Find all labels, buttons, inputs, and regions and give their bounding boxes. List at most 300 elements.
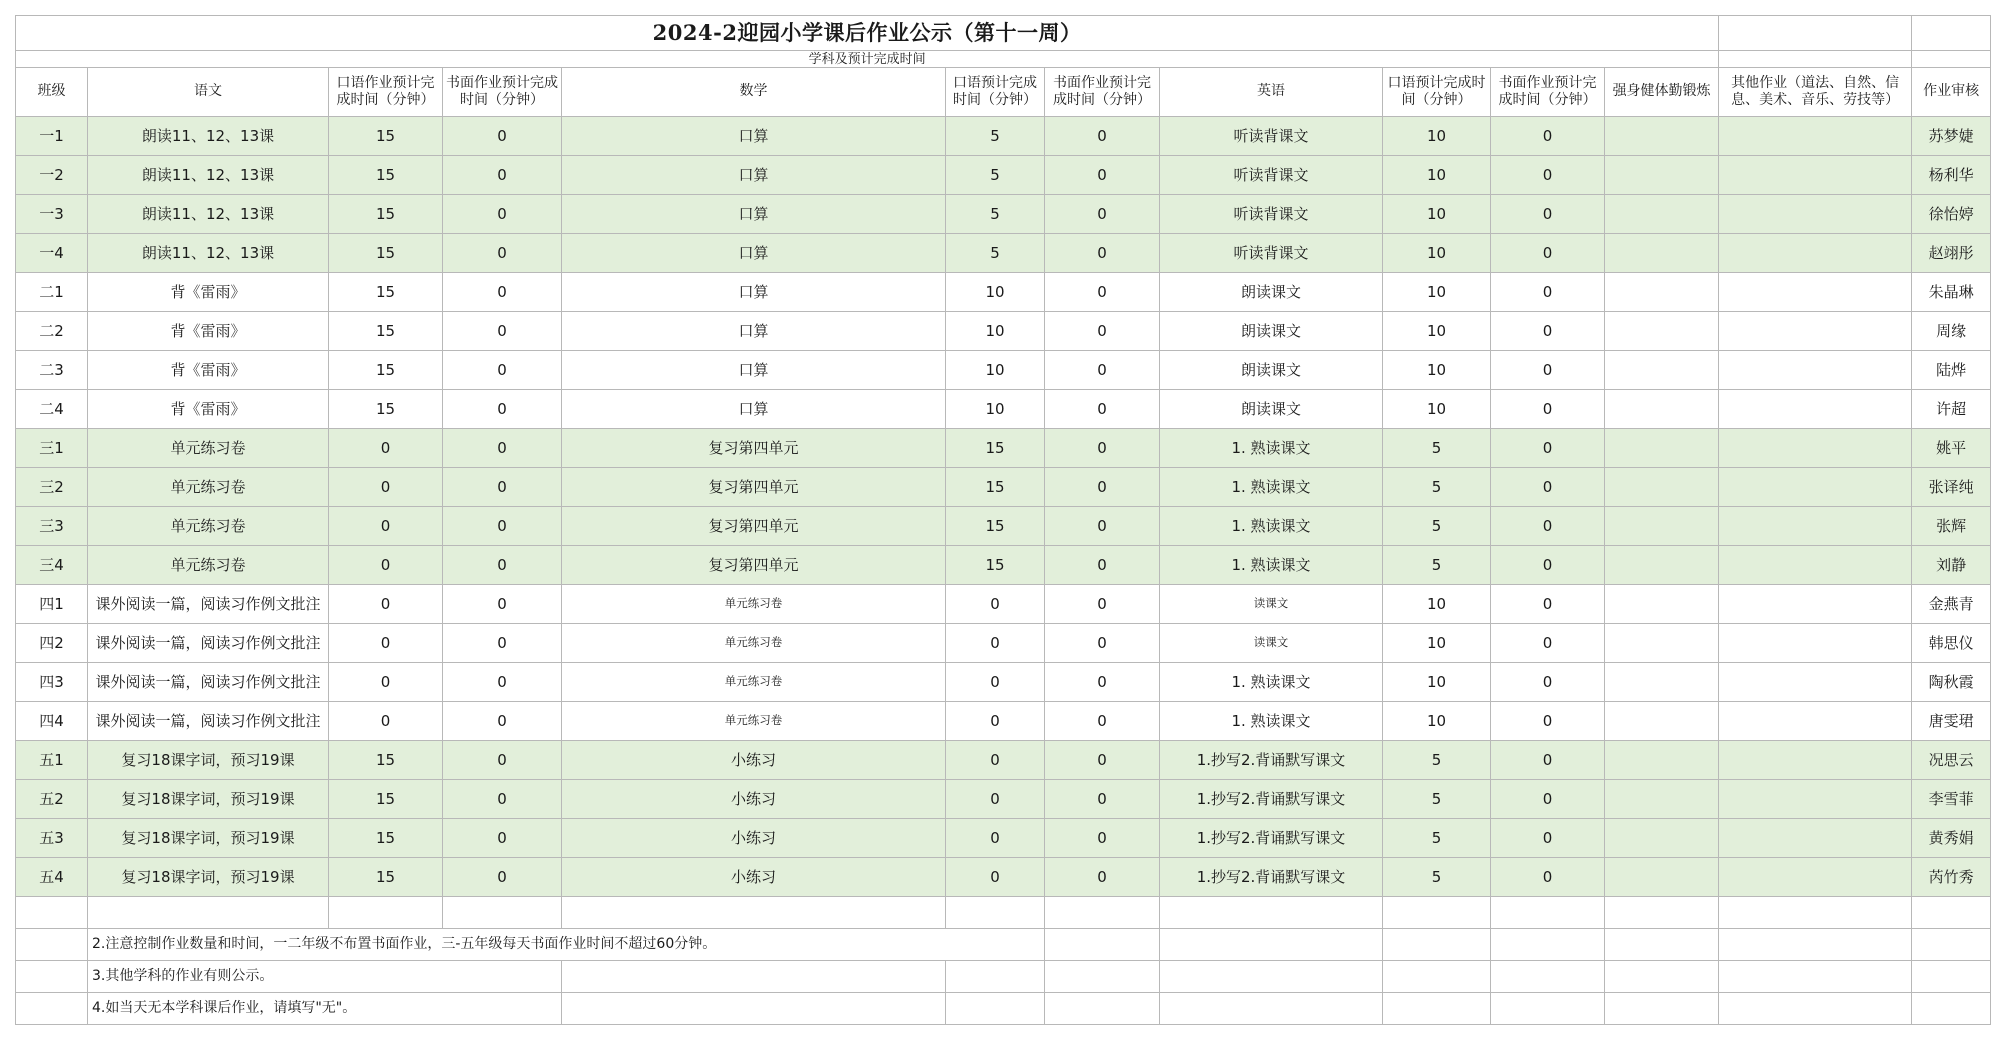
cell-math-written-time[interactable]: 0	[1045, 819, 1160, 858]
cell-math-oral-time[interactable]: 15	[946, 507, 1045, 546]
cell-chinese-written-time[interactable]: 0	[443, 858, 562, 897]
cell-reviewer[interactable]: 刘静	[1912, 546, 1991, 585]
cell-english-homework[interactable]: 听读背课文	[1160, 117, 1383, 156]
cell-english-written-time[interactable]: 0	[1491, 585, 1605, 624]
cell-reviewer[interactable]: 朱晶琳	[1912, 273, 1991, 312]
cell-other-homework[interactable]	[1719, 195, 1912, 234]
cell[interactable]	[443, 897, 562, 929]
cell-chinese-oral-time[interactable]: 15	[329, 780, 443, 819]
cell-reviewer[interactable]: 苏梦婕	[1912, 117, 1991, 156]
cell-other-homework[interactable]	[1719, 858, 1912, 897]
cell-exercise[interactable]	[1605, 624, 1719, 663]
cell-english-written-time[interactable]: 0	[1491, 351, 1605, 390]
cell[interactable]	[1383, 929, 1491, 961]
cell[interactable]	[16, 929, 88, 961]
cell-chinese-oral-time[interactable]: 0	[329, 663, 443, 702]
cell-chinese-oral-time[interactable]: 15	[329, 195, 443, 234]
cell[interactable]	[1045, 961, 1160, 993]
cell-other-homework[interactable]	[1719, 663, 1912, 702]
cell-english-written-time[interactable]: 0	[1491, 390, 1605, 429]
note-text[interactable]: 4.如当天无本学科课后作业，请填写"无"。	[88, 993, 562, 1025]
cell-reviewer[interactable]: 徐怡婷	[1912, 195, 1991, 234]
cell-math-oral-time[interactable]: 0	[946, 624, 1045, 663]
cell[interactable]	[1491, 929, 1605, 961]
cell-english-written-time[interactable]: 0	[1491, 780, 1605, 819]
cell-reviewer[interactable]: 陆烨	[1912, 351, 1991, 390]
cell-math-homework[interactable]: 口算	[562, 312, 946, 351]
cell-exercise[interactable]	[1605, 273, 1719, 312]
header-reviewer[interactable]: 作业审核	[1912, 68, 1991, 117]
cell-english-homework[interactable]: 读课文	[1160, 585, 1383, 624]
cell-math-oral-time[interactable]: 5	[946, 234, 1045, 273]
cell-math-written-time[interactable]: 0	[1045, 273, 1160, 312]
cell-chinese-written-time[interactable]: 0	[443, 663, 562, 702]
cell-chinese-oral-time[interactable]: 15	[329, 273, 443, 312]
cell-reviewer[interactable]: 况思云	[1912, 741, 1991, 780]
cell[interactable]	[1912, 16, 1991, 51]
cell[interactable]	[946, 993, 1045, 1025]
cell-chinese-written-time[interactable]: 0	[443, 234, 562, 273]
cell-math-homework[interactable]: 口算	[562, 156, 946, 195]
cell-chinese-written-time[interactable]: 0	[443, 273, 562, 312]
cell-class[interactable]: 五3	[16, 819, 88, 858]
cell-english-written-time[interactable]: 0	[1491, 468, 1605, 507]
cell[interactable]	[1491, 993, 1605, 1025]
cell-chinese-homework[interactable]: 朗读11、12、13课	[88, 117, 329, 156]
cell-math-homework[interactable]: 口算	[562, 351, 946, 390]
cell-reviewer[interactable]: 杨利华	[1912, 156, 1991, 195]
cell-english-homework[interactable]: 1. 熟读课文	[1160, 468, 1383, 507]
cell-english-homework[interactable]: 听读背课文	[1160, 195, 1383, 234]
cell-math-oral-time[interactable]: 0	[946, 702, 1045, 741]
cell[interactable]	[1160, 929, 1383, 961]
cell-reviewer[interactable]: 黄秀娟	[1912, 819, 1991, 858]
cell[interactable]	[1719, 51, 1912, 68]
cell-english-homework[interactable]: 1. 熟读课文	[1160, 702, 1383, 741]
cell-math-written-time[interactable]: 0	[1045, 546, 1160, 585]
cell-english-homework[interactable]: 读课文	[1160, 624, 1383, 663]
cell-chinese-homework[interactable]: 背《雷雨》	[88, 312, 329, 351]
cell-english-oral-time[interactable]: 5	[1383, 780, 1491, 819]
cell-math-written-time[interactable]: 0	[1045, 780, 1160, 819]
cell-other-homework[interactable]	[1719, 117, 1912, 156]
cell[interactable]	[1719, 961, 1912, 993]
cell-other-homework[interactable]	[1719, 624, 1912, 663]
cell-class[interactable]: 五4	[16, 858, 88, 897]
cell-class[interactable]: 一1	[16, 117, 88, 156]
cell-english-oral-time[interactable]: 5	[1383, 507, 1491, 546]
cell-math-written-time[interactable]: 0	[1045, 234, 1160, 273]
cell-english-oral-time[interactable]: 10	[1383, 585, 1491, 624]
header-class[interactable]: 班级	[16, 68, 88, 117]
header-math[interactable]: 数学	[562, 68, 946, 117]
header-english[interactable]: 英语	[1160, 68, 1383, 117]
cell-chinese-written-time[interactable]: 0	[443, 702, 562, 741]
cell-exercise[interactable]	[1605, 546, 1719, 585]
cell-chinese-homework[interactable]: 复习18课字词，预习19课	[88, 819, 329, 858]
cell-math-homework[interactable]: 口算	[562, 117, 946, 156]
cell-other-homework[interactable]	[1719, 429, 1912, 468]
cell-math-oral-time[interactable]: 15	[946, 429, 1045, 468]
cell-math-oral-time[interactable]: 15	[946, 546, 1045, 585]
cell-class[interactable]: 四2	[16, 624, 88, 663]
cell-chinese-written-time[interactable]: 0	[443, 390, 562, 429]
cell-math-homework[interactable]: 单元练习卷	[562, 624, 946, 663]
cell-math-oral-time[interactable]: 15	[946, 468, 1045, 507]
cell-other-homework[interactable]	[1719, 507, 1912, 546]
cell-math-oral-time[interactable]: 0	[946, 858, 1045, 897]
cell[interactable]	[562, 961, 946, 993]
cell-exercise[interactable]	[1605, 858, 1719, 897]
cell[interactable]	[1912, 961, 1991, 993]
cell-exercise[interactable]	[1605, 702, 1719, 741]
cell-other-homework[interactable]	[1719, 780, 1912, 819]
cell-chinese-oral-time[interactable]: 15	[329, 741, 443, 780]
cell-math-written-time[interactable]: 0	[1045, 702, 1160, 741]
cell[interactable]	[1719, 929, 1912, 961]
cell-chinese-written-time[interactable]: 0	[443, 117, 562, 156]
cell-chinese-oral-time[interactable]: 0	[329, 546, 443, 585]
cell-chinese-oral-time[interactable]: 15	[329, 390, 443, 429]
cell[interactable]	[946, 897, 1045, 929]
cell[interactable]	[562, 897, 946, 929]
header-chinese[interactable]: 语文	[88, 68, 329, 117]
cell-math-oral-time[interactable]: 10	[946, 390, 1045, 429]
cell-math-oral-time[interactable]: 5	[946, 195, 1045, 234]
sheet-title[interactable]: 2024-2迎园小学课后作业公示（第十一周）	[16, 16, 1719, 51]
cell-chinese-homework[interactable]: 复习18课字词，预习19课	[88, 780, 329, 819]
cell[interactable]	[1912, 897, 1991, 929]
cell-exercise[interactable]	[1605, 780, 1719, 819]
cell-chinese-written-time[interactable]: 0	[443, 585, 562, 624]
cell-chinese-oral-time[interactable]: 0	[329, 429, 443, 468]
cell-chinese-written-time[interactable]: 0	[443, 312, 562, 351]
cell-chinese-written-time[interactable]: 0	[443, 468, 562, 507]
cell-math-oral-time[interactable]: 0	[946, 585, 1045, 624]
cell[interactable]	[1045, 897, 1160, 929]
cell-reviewer[interactable]: 李雪菲	[1912, 780, 1991, 819]
cell-class[interactable]: 三2	[16, 468, 88, 507]
cell-english-oral-time[interactable]: 5	[1383, 741, 1491, 780]
cell-other-homework[interactable]	[1719, 390, 1912, 429]
cell-english-written-time[interactable]: 0	[1491, 858, 1605, 897]
cell-english-oral-time[interactable]: 10	[1383, 390, 1491, 429]
cell-chinese-written-time[interactable]: 0	[443, 819, 562, 858]
cell-math-oral-time[interactable]: 5	[946, 156, 1045, 195]
cell-english-written-time[interactable]: 0	[1491, 312, 1605, 351]
cell-english-homework[interactable]: 1.抄写2.背诵默写课文	[1160, 819, 1383, 858]
cell-chinese-oral-time[interactable]: 15	[329, 858, 443, 897]
cell-english-oral-time[interactable]: 5	[1383, 429, 1491, 468]
cell[interactable]	[329, 897, 443, 929]
cell-exercise[interactable]	[1605, 741, 1719, 780]
cell-chinese-oral-time[interactable]: 0	[329, 468, 443, 507]
header-english-written-time[interactable]: 书面作业预计完成时间（分钟）	[1491, 68, 1605, 117]
cell[interactable]	[1605, 929, 1719, 961]
cell-math-homework[interactable]: 单元练习卷	[562, 585, 946, 624]
cell-english-written-time[interactable]: 0	[1491, 429, 1605, 468]
cell-reviewer[interactable]: 金燕青	[1912, 585, 1991, 624]
cell-exercise[interactable]	[1605, 312, 1719, 351]
cell-chinese-oral-time[interactable]: 15	[329, 234, 443, 273]
cell-chinese-written-time[interactable]: 0	[443, 351, 562, 390]
cell-math-homework[interactable]: 小练习	[562, 741, 946, 780]
cell-english-written-time[interactable]: 0	[1491, 156, 1605, 195]
cell-math-written-time[interactable]: 0	[1045, 663, 1160, 702]
cell[interactable]	[1719, 993, 1912, 1025]
cell-chinese-homework[interactable]: 背《雷雨》	[88, 390, 329, 429]
cell-chinese-written-time[interactable]: 0	[443, 507, 562, 546]
cell-math-written-time[interactable]: 0	[1045, 741, 1160, 780]
cell-english-written-time[interactable]: 0	[1491, 819, 1605, 858]
cell-reviewer[interactable]: 陶秋霞	[1912, 663, 1991, 702]
cell-exercise[interactable]	[1605, 663, 1719, 702]
cell-chinese-oral-time[interactable]: 0	[329, 624, 443, 663]
cell[interactable]	[1491, 961, 1605, 993]
note-text[interactable]: 3.其他学科的作业有则公示。	[88, 961, 562, 993]
cell-english-oral-time[interactable]: 10	[1383, 312, 1491, 351]
cell[interactable]	[16, 961, 88, 993]
cell-english-homework[interactable]: 听读背课文	[1160, 234, 1383, 273]
cell-chinese-oral-time[interactable]: 15	[329, 117, 443, 156]
cell-chinese-written-time[interactable]: 0	[443, 546, 562, 585]
cell-math-written-time[interactable]: 0	[1045, 117, 1160, 156]
cell-chinese-homework[interactable]: 朗读11、12、13课	[88, 156, 329, 195]
cell-chinese-oral-time[interactable]: 0	[329, 702, 443, 741]
cell-math-written-time[interactable]: 0	[1045, 351, 1160, 390]
cell-chinese-written-time[interactable]: 0	[443, 195, 562, 234]
cell[interactable]	[1383, 993, 1491, 1025]
cell-math-written-time[interactable]: 0	[1045, 429, 1160, 468]
cell-chinese-homework[interactable]: 课外阅读一篇，阅读习作例文批注	[88, 624, 329, 663]
cell[interactable]	[562, 993, 946, 1025]
cell-english-oral-time[interactable]: 5	[1383, 858, 1491, 897]
cell-class[interactable]: 四3	[16, 663, 88, 702]
cell-math-homework[interactable]: 单元练习卷	[562, 702, 946, 741]
cell-exercise[interactable]	[1605, 468, 1719, 507]
cell[interactable]	[1045, 929, 1160, 961]
cell-math-homework[interactable]: 小练习	[562, 780, 946, 819]
cell-math-homework[interactable]: 复习第四单元	[562, 507, 946, 546]
cell-english-oral-time[interactable]: 10	[1383, 156, 1491, 195]
cell-other-homework[interactable]	[1719, 468, 1912, 507]
cell-other-homework[interactable]	[1719, 273, 1912, 312]
cell[interactable]	[1912, 51, 1991, 68]
cell-math-oral-time[interactable]: 0	[946, 663, 1045, 702]
cell[interactable]	[1383, 961, 1491, 993]
cell-chinese-oral-time[interactable]: 0	[329, 585, 443, 624]
cell[interactable]	[1491, 897, 1605, 929]
cell-class[interactable]: 一3	[16, 195, 88, 234]
cell-chinese-homework[interactable]: 单元练习卷	[88, 468, 329, 507]
cell-chinese-oral-time[interactable]: 15	[329, 819, 443, 858]
cell-english-oral-time[interactable]: 10	[1383, 702, 1491, 741]
cell-math-written-time[interactable]: 0	[1045, 507, 1160, 546]
cell-exercise[interactable]	[1605, 234, 1719, 273]
cell-class[interactable]: 一4	[16, 234, 88, 273]
cell-chinese-written-time[interactable]: 0	[443, 741, 562, 780]
cell-english-written-time[interactable]: 0	[1491, 507, 1605, 546]
cell-math-oral-time[interactable]: 5	[946, 117, 1045, 156]
header-math-written-time[interactable]: 书面作业预计完成时间（分钟）	[1045, 68, 1160, 117]
cell-english-written-time[interactable]: 0	[1491, 624, 1605, 663]
cell-math-oral-time[interactable]: 10	[946, 351, 1045, 390]
cell-english-homework[interactable]: 1. 熟读课文	[1160, 429, 1383, 468]
cell-chinese-homework[interactable]: 单元练习卷	[88, 429, 329, 468]
cell-chinese-homework[interactable]: 单元练习卷	[88, 546, 329, 585]
cell[interactable]	[16, 897, 88, 929]
cell-reviewer[interactable]: 姚平	[1912, 429, 1991, 468]
cell-class[interactable]: 三1	[16, 429, 88, 468]
cell-class[interactable]: 三4	[16, 546, 88, 585]
cell[interactable]	[1605, 993, 1719, 1025]
cell-math-oral-time[interactable]: 0	[946, 741, 1045, 780]
cell-english-oral-time[interactable]: 10	[1383, 234, 1491, 273]
cell-chinese-homework[interactable]: 单元练习卷	[88, 507, 329, 546]
cell[interactable]	[1605, 961, 1719, 993]
cell-english-written-time[interactable]: 0	[1491, 195, 1605, 234]
cell-chinese-oral-time[interactable]: 15	[329, 351, 443, 390]
cell-reviewer[interactable]: 韩思仪	[1912, 624, 1991, 663]
cell-english-homework[interactable]: 1.抄写2.背诵默写课文	[1160, 741, 1383, 780]
cell-math-homework[interactable]: 复习第四单元	[562, 429, 946, 468]
cell-class[interactable]: 二1	[16, 273, 88, 312]
cell-class[interactable]: 二3	[16, 351, 88, 390]
cell-other-homework[interactable]	[1719, 351, 1912, 390]
cell-chinese-homework[interactable]: 课外阅读一篇，阅读习作例文批注	[88, 663, 329, 702]
cell-exercise[interactable]	[1605, 195, 1719, 234]
cell-chinese-homework[interactable]: 课外阅读一篇，阅读习作例文批注	[88, 702, 329, 741]
cell-english-homework[interactable]: 听读背课文	[1160, 156, 1383, 195]
cell-exercise[interactable]	[1605, 156, 1719, 195]
cell[interactable]	[1719, 16, 1912, 51]
cell-math-homework[interactable]: 口算	[562, 273, 946, 312]
cell-chinese-oral-time[interactable]: 0	[329, 507, 443, 546]
cell-chinese-homework[interactable]: 朗读11、12、13课	[88, 195, 329, 234]
cell-other-homework[interactable]	[1719, 585, 1912, 624]
cell-english-oral-time[interactable]: 10	[1383, 195, 1491, 234]
cell-math-homework[interactable]: 口算	[562, 195, 946, 234]
cell-english-homework[interactable]: 朗读课文	[1160, 351, 1383, 390]
cell-english-homework[interactable]: 1. 熟读课文	[1160, 507, 1383, 546]
cell-math-oral-time[interactable]: 0	[946, 780, 1045, 819]
cell-math-homework[interactable]: 小练习	[562, 819, 946, 858]
cell-class[interactable]: 二4	[16, 390, 88, 429]
cell-reviewer[interactable]: 张译纯	[1912, 468, 1991, 507]
cell-other-homework[interactable]	[1719, 819, 1912, 858]
cell[interactable]	[1605, 897, 1719, 929]
cell-english-oral-time[interactable]: 10	[1383, 117, 1491, 156]
cell-reviewer[interactable]: 唐雯珺	[1912, 702, 1991, 741]
cell-english-written-time[interactable]: 0	[1491, 663, 1605, 702]
cell-english-written-time[interactable]: 0	[1491, 234, 1605, 273]
header-math-oral-time[interactable]: 口语预计完成时间（分钟）	[946, 68, 1045, 117]
cell-math-written-time[interactable]: 0	[1045, 468, 1160, 507]
cell-chinese-homework[interactable]: 课外阅读一篇，阅读习作例文批注	[88, 585, 329, 624]
cell-english-written-time[interactable]: 0	[1491, 273, 1605, 312]
cell-reviewer[interactable]: 张辉	[1912, 507, 1991, 546]
cell-math-written-time[interactable]: 0	[1045, 858, 1160, 897]
cell-other-homework[interactable]	[1719, 156, 1912, 195]
cell-math-oral-time[interactable]: 0	[946, 819, 1045, 858]
header-chinese-oral-time[interactable]: 口语作业预计完成时间（分钟）	[329, 68, 443, 117]
cell-class[interactable]: 四1	[16, 585, 88, 624]
cell-math-oral-time[interactable]: 10	[946, 273, 1045, 312]
cell-english-oral-time[interactable]: 10	[1383, 351, 1491, 390]
cell-english-written-time[interactable]: 0	[1491, 117, 1605, 156]
cell-english-oral-time[interactable]: 5	[1383, 468, 1491, 507]
cell-chinese-homework[interactable]: 朗读11、12、13课	[88, 234, 329, 273]
cell-english-homework[interactable]: 朗读课文	[1160, 390, 1383, 429]
cell[interactable]	[1383, 897, 1491, 929]
cell-exercise[interactable]	[1605, 819, 1719, 858]
cell-chinese-homework[interactable]: 复习18课字词，预习19课	[88, 858, 329, 897]
cell-reviewer[interactable]: 许超	[1912, 390, 1991, 429]
cell[interactable]	[1160, 961, 1383, 993]
cell[interactable]	[1160, 993, 1383, 1025]
cell-chinese-written-time[interactable]: 0	[443, 624, 562, 663]
cell-math-homework[interactable]: 小练习	[562, 858, 946, 897]
cell-class[interactable]: 三3	[16, 507, 88, 546]
cell-exercise[interactable]	[1605, 585, 1719, 624]
cell-english-written-time[interactable]: 0	[1491, 546, 1605, 585]
note-text[interactable]: 2.注意控制作业数量和时间，一二年级不布置书面作业，三-五年级每天书面作业时间不超过60分钟。	[88, 929, 1045, 961]
cell-class[interactable]: 一2	[16, 156, 88, 195]
cell-exercise[interactable]	[1605, 507, 1719, 546]
cell-chinese-written-time[interactable]: 0	[443, 156, 562, 195]
cell-math-written-time[interactable]: 0	[1045, 390, 1160, 429]
cell-other-homework[interactable]	[1719, 234, 1912, 273]
cell-english-oral-time[interactable]: 10	[1383, 663, 1491, 702]
cell[interactable]	[1912, 929, 1991, 961]
cell[interactable]	[16, 993, 88, 1025]
cell-math-homework[interactable]: 口算	[562, 234, 946, 273]
cell-other-homework[interactable]	[1719, 312, 1912, 351]
cell[interactable]	[1912, 993, 1991, 1025]
cell-math-written-time[interactable]: 0	[1045, 585, 1160, 624]
cell[interactable]	[1719, 897, 1912, 929]
cell-other-homework[interactable]	[1719, 546, 1912, 585]
header-chinese-written-time[interactable]: 书面作业预计完成时间（分钟）	[443, 68, 562, 117]
cell-english-homework[interactable]: 朗读课文	[1160, 273, 1383, 312]
cell-english-homework[interactable]: 1.抄写2.背诵默写课文	[1160, 780, 1383, 819]
cell-english-written-time[interactable]: 0	[1491, 702, 1605, 741]
cell-exercise[interactable]	[1605, 429, 1719, 468]
cell-exercise[interactable]	[1605, 390, 1719, 429]
cell-math-homework[interactable]: 复习第四单元	[562, 468, 946, 507]
cell-chinese-written-time[interactable]: 0	[443, 780, 562, 819]
cell-english-oral-time[interactable]: 5	[1383, 819, 1491, 858]
cell-chinese-written-time[interactable]: 0	[443, 429, 562, 468]
cell-english-oral-time[interactable]: 10	[1383, 624, 1491, 663]
cell-english-homework[interactable]: 1.抄写2.背诵默写课文	[1160, 858, 1383, 897]
cell-chinese-homework[interactable]: 复习18课字词，预习19课	[88, 741, 329, 780]
cell-class[interactable]: 五2	[16, 780, 88, 819]
cell[interactable]	[1160, 897, 1383, 929]
cell-english-homework[interactable]: 1. 熟读课文	[1160, 663, 1383, 702]
cell-english-oral-time[interactable]: 10	[1383, 273, 1491, 312]
cell-exercise[interactable]	[1605, 351, 1719, 390]
header-other-homework[interactable]: 其他作业（道法、自然、信息、美术、音乐、劳技等）	[1719, 68, 1912, 117]
cell-math-homework[interactable]: 复习第四单元	[562, 546, 946, 585]
cell-math-homework[interactable]: 口算	[562, 390, 946, 429]
cell-chinese-homework[interactable]: 背《雷雨》	[88, 273, 329, 312]
cell-math-written-time[interactable]: 0	[1045, 624, 1160, 663]
cell-chinese-homework[interactable]: 背《雷雨》	[88, 351, 329, 390]
cell-class[interactable]: 五1	[16, 741, 88, 780]
header-english-oral-time[interactable]: 口语预计完成时间（分钟）	[1383, 68, 1491, 117]
cell-english-written-time[interactable]: 0	[1491, 741, 1605, 780]
